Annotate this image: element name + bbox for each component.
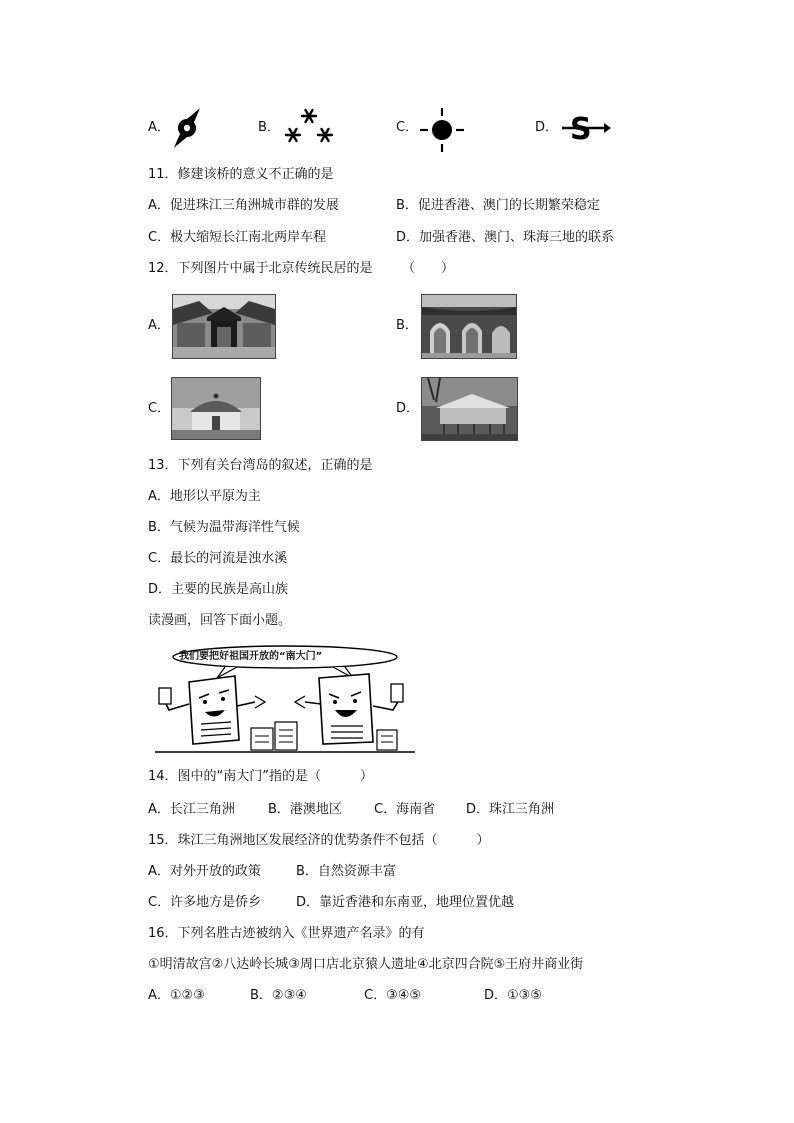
q13-option-d: D．主要的民族是高山族 <box>148 582 289 597</box>
q10-option-a-label: A． <box>148 120 170 135</box>
q12-option-b-label: B． <box>396 318 418 333</box>
yurt-photo <box>171 377 261 440</box>
q12-option-d-label: D． <box>396 401 420 416</box>
q14-stem: 14．图中的“南大门”指的是（ ） <box>148 769 374 784</box>
q15-option-d: D．靠近香港和东南亚，地理位置优越 <box>296 895 515 910</box>
q12-option-c-label: C． <box>148 401 171 416</box>
q13-option-c: C．最长的河流是浊水溪 <box>148 551 288 566</box>
q10-option-b-label: B． <box>258 120 280 135</box>
q15-option-c: C．许多地方是侨乡 <box>148 895 262 910</box>
q12-option-a-label: A． <box>148 318 170 333</box>
q10-option-d-label: D． <box>535 120 559 135</box>
cave-dwelling-photo <box>421 294 517 359</box>
q15-option-b: B．自然资源丰富 <box>296 864 396 879</box>
q11-option-c: C．极大缩短长江南北两岸车程 <box>148 230 327 245</box>
q13-option-b: B．气候为温带海洋性气候 <box>148 520 300 535</box>
q14-option-c: C．海南省 <box>374 802 436 817</box>
sun-icon <box>420 108 464 152</box>
q16-items: ①明清故宫②八达岭长城③周口店北京猿人遗址④北京四合院⑤王府井商业街 <box>148 957 584 972</box>
svg-text:S: S <box>570 112 592 144</box>
q12-answer-paren: （ ） <box>402 261 455 276</box>
q14-option-d: D．珠江三角洲 <box>466 802 555 817</box>
comic-intro: 读漫画，回答下面小题。 <box>148 613 292 628</box>
sandstorm-icon <box>560 112 612 144</box>
q16-option-b: B．②③④ <box>250 988 307 1003</box>
q16-stem: 16．下列名胜古迹被纳入《世界遗产名录》的有 <box>148 926 425 941</box>
q16-option-c: C．③④⑤ <box>364 988 422 1003</box>
q14-option-b: B．港澳地区 <box>268 802 342 817</box>
q16-option-d: D．①③⑤ <box>484 988 542 1003</box>
q11-option-a: A．促进珠江三角洲城市群的发展 <box>148 198 339 213</box>
q14-option-a: A．长江三角洲 <box>148 802 235 817</box>
q15-option-a: A．对外开放的政策 <box>148 864 261 879</box>
snow-icon <box>282 106 336 146</box>
q11-option-b: B．促进香港、澳门的长期繁荣稳定 <box>396 198 600 213</box>
q11-option-d: D．加强香港、澳门、珠海三地的联系 <box>396 230 615 245</box>
q13-stem: 13．下列有关台湾岛的叙述，正确的是 <box>148 458 373 473</box>
q12-stem: 12．下列图片中属于北京传统民居的是 <box>148 261 373 276</box>
dai-bamboo-house-photo <box>421 377 518 441</box>
q13-option-a: A．地形以平原为主 <box>148 489 261 504</box>
q10-option-c-label: C． <box>396 120 419 135</box>
comic-illustration <box>155 644 415 756</box>
q16-option-a: A．①②③ <box>148 988 205 1003</box>
typhoon-icon <box>170 106 204 150</box>
siheyuan-photo <box>172 294 276 359</box>
q15-stem: 15．珠江三角洲地区发展经济的优势条件不包括（ ） <box>148 833 490 848</box>
comic-speech-text: 我们要把好祖国开放的“南大门” <box>179 651 323 662</box>
q11-stem: 11．修建该桥的意义不正确的是 <box>148 167 334 182</box>
